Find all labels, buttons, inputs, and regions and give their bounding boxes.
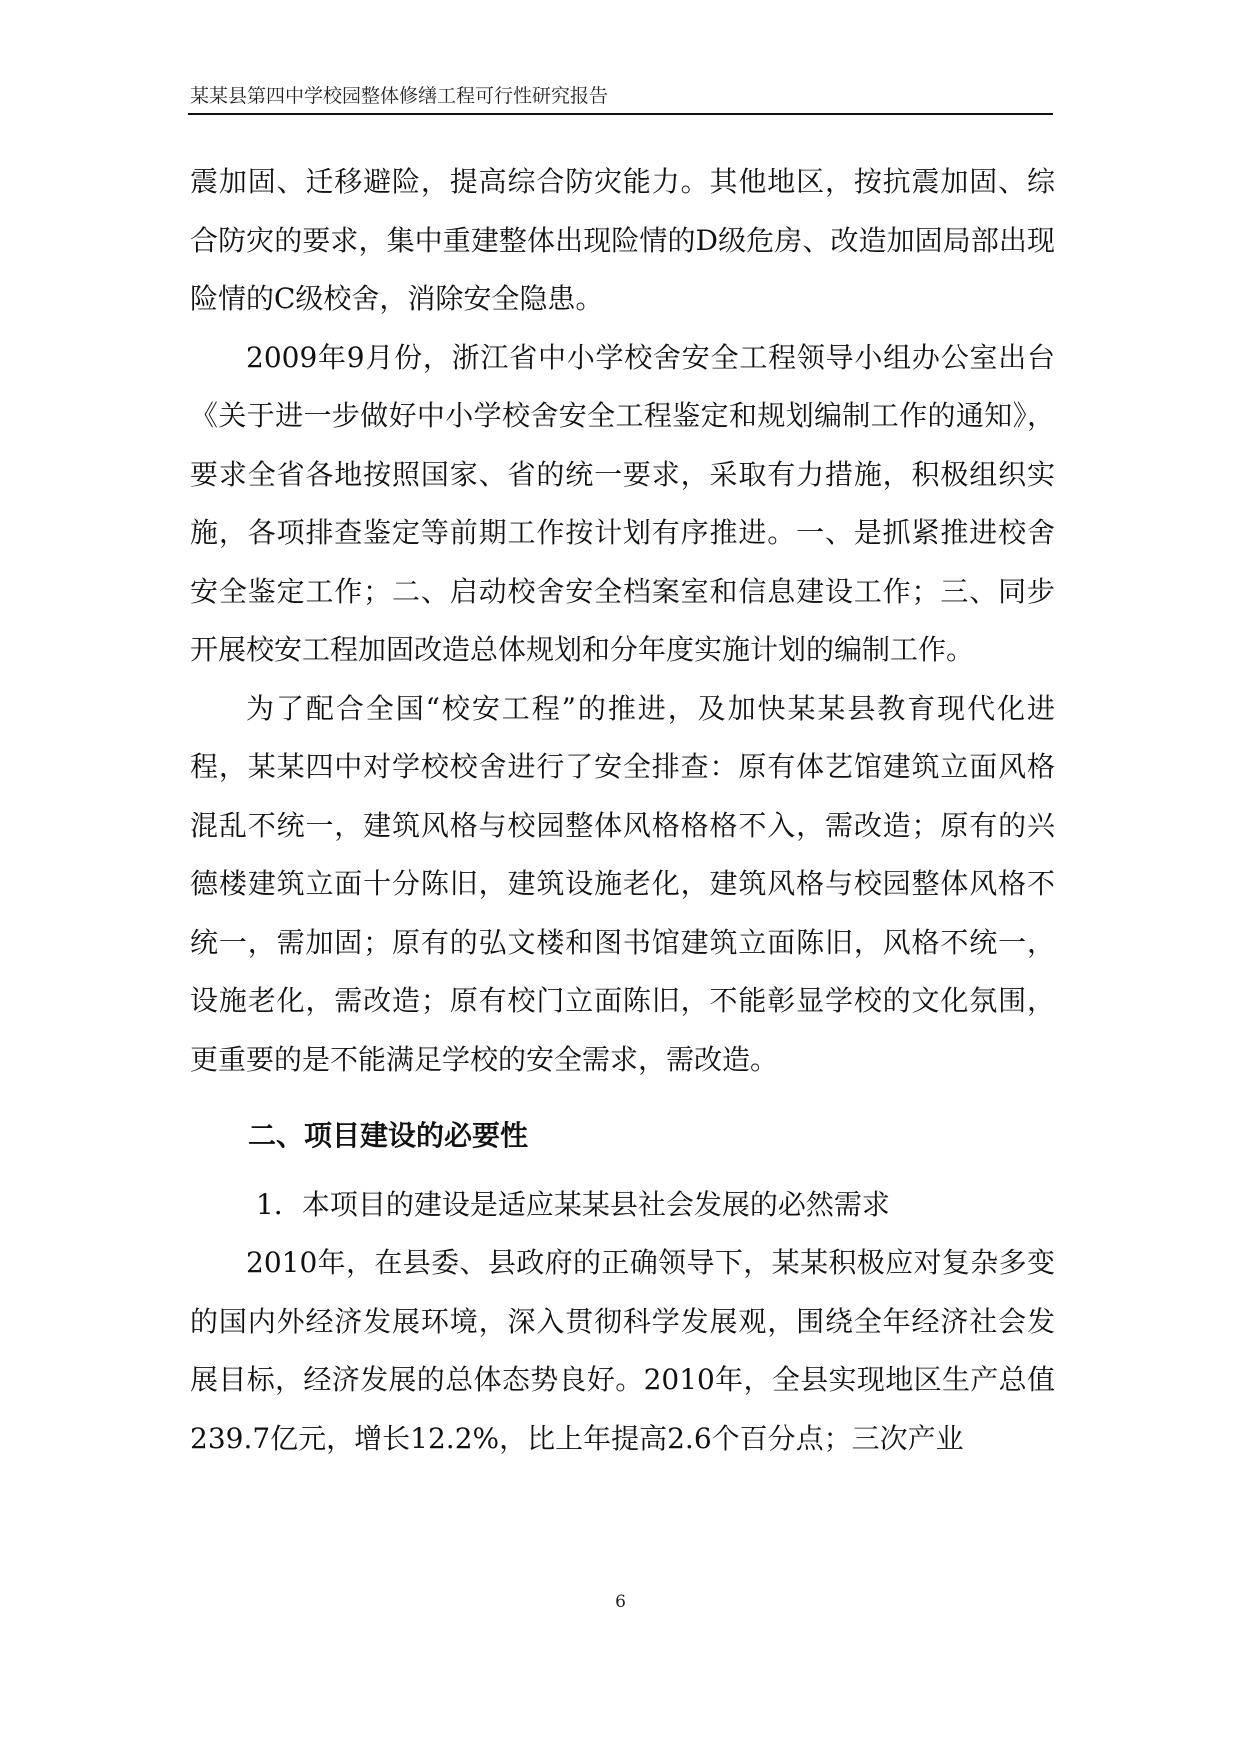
page-number: 6	[615, 1592, 626, 1612]
section-heading: 二、项目建设的必要性	[248, 1119, 529, 1152]
paragraph: 震加固、迁移避险，提高综合防灾能力。其他地区，按抗震加固、综合防灾的要求，集中重建整体出现险情的D级危房、改造加固局部出现险情的C级校舍，消除安全隐患。	[190, 165, 1055, 315]
paragraph: 2010年，在县委、县政府的正确领导下，某某积极应对复杂多变的国内外经济发展环境，深入贯彻科学发展观，围绕全年经济社会发展目标，经济发展的总体态势良好。2010年，全县实现地区生产总值239.7亿元，增长12.2%，比上年提高2.6个百分点；三次产业	[190, 1246, 1055, 1455]
paragraph: 2009年9月份，浙江省中小学校舍安全工程领导小组办公室出台《关于进一步做好中小学校舍安全工程鉴定和规划编制工作的通知》，要求全省各地按照国家、省的统一要求，采取有力措施，积极组织实施，各项排查鉴定等前期工作按计划有序推进。一、是抓紧推进校舍安全鉴定工作；二、启动校舍安全档案室和信息建设工作；三、同步开展校安工程加固改造总体规划和分年度实施计划的编制工作。	[190, 340, 1055, 666]
paragraph: 为了配合全国“校安工程”的推进，及加快某某县教育现代化进程，某某四中对学校校舍进行了安全排查：原有体艺馆建筑立面风格混乱不统一，建筑风格与校园整体风格格格不入，需改造；原有的兴德楼建筑立面十分陈旧，建筑设施老化，建筑风格与校园整体风格不统一，需加固；原有的弘文楼和图书馆建筑立面陈旧，风格不统一，设施老化，需改造；原有校门立面陈旧，不能彰显学校的文化氛围，更重要的是不能满足学校的安全需求，需改造。	[190, 691, 1055, 1076]
document-body	[190, 153, 1055, 1468]
subsection-heading: 1．本项目的建设是适应某某县社会发展的必然需求	[256, 1187, 890, 1221]
page-header: 某某县第四中学校园整体修缮工程可行性研究报告	[190, 85, 609, 107]
header-rule	[188, 113, 1053, 115]
